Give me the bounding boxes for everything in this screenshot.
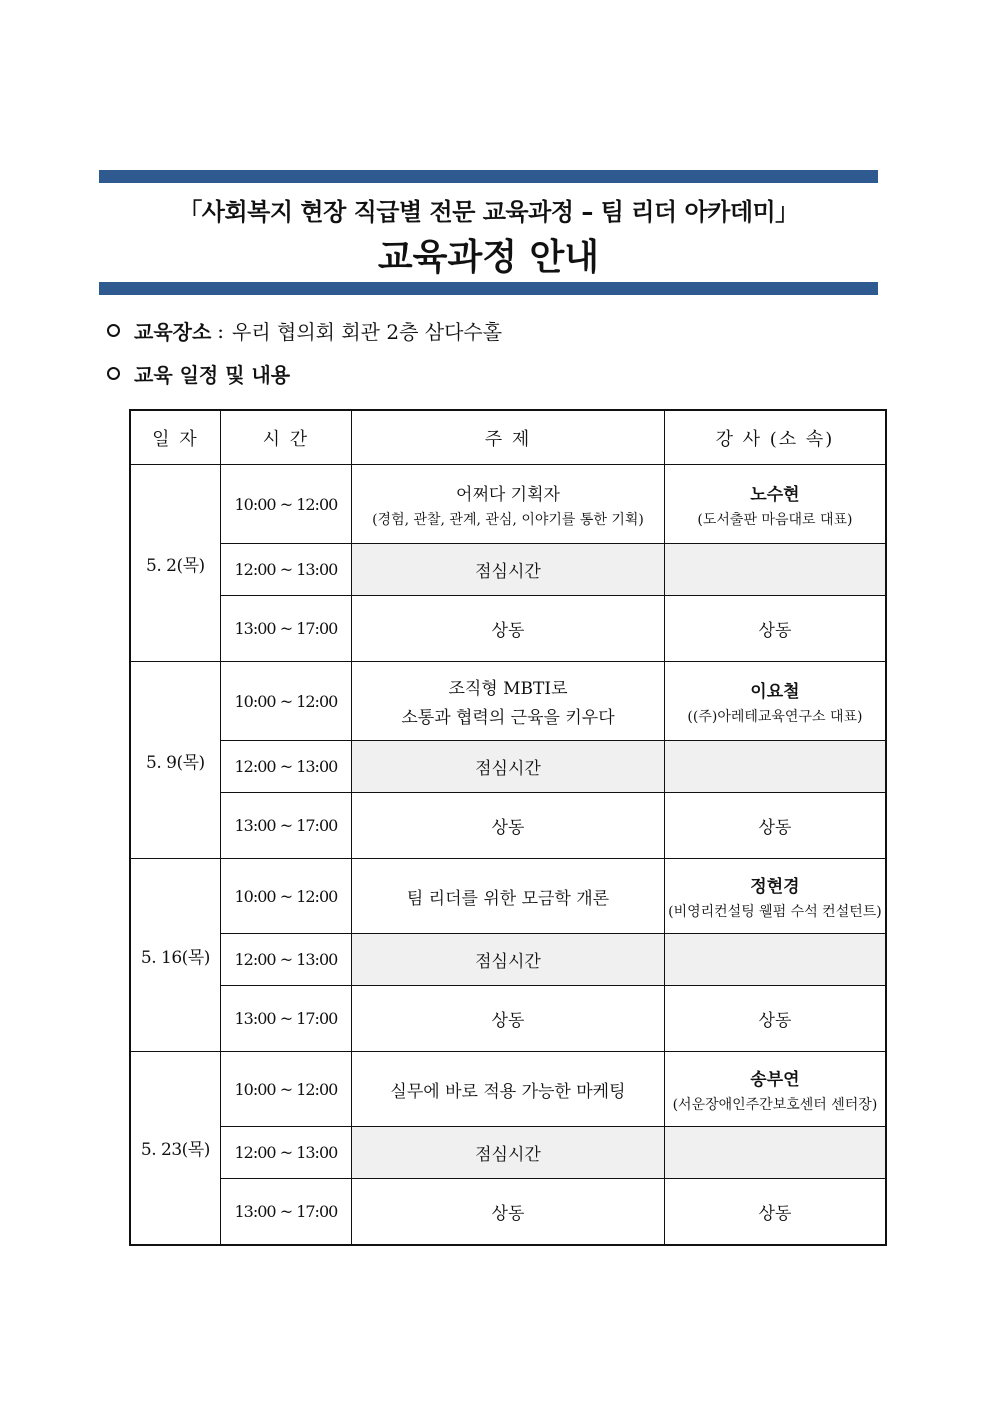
header-time: 시 간 [220,410,351,465]
table-row [130,741,886,793]
lecturer-affiliation: ((주)아레테교육연구소 대표) [687,708,863,725]
lecturer-cell [664,465,886,544]
venue-label: 교육장소 [134,320,212,344]
lecturer-cell: 상동 [664,986,886,1052]
schedule-table [129,409,887,1246]
date-cell: 5. 23(목) [130,1052,220,1245]
table-row [130,859,886,934]
topic-cell: 상동 [352,596,665,662]
table-row [130,544,886,596]
venue-line [107,316,502,345]
table-row [130,465,886,544]
time-cell: 12:00 ~ 13:00 [220,1127,351,1179]
lecturer-cell [664,1127,886,1179]
document-subtitle: 교육과정 안내 [377,237,600,278]
topic-text: 조직형 MBTI로 [448,679,568,699]
document-title: 「사회복지 현장 직급별 전문 교육과정 – 팀 리더 아카데미」 [178,198,799,226]
topic-subtext: 소통과 협력의 근육을 키우다 [401,708,615,728]
table-row [130,1179,886,1245]
header-date: 일 자 [130,410,220,465]
table-row [130,1127,886,1179]
lecturer-cell: 상동 [664,793,886,859]
time-cell: 13:00 ~ 17:00 [220,986,351,1052]
lecturer-affiliation: (서운장애인주간보호센터 센터장) [672,1096,878,1113]
time-cell: 13:00 ~ 17:00 [220,1179,351,1245]
topic-cell: 점심시간 [352,741,665,793]
topic-cell: 상동 [352,1179,665,1245]
time-cell: 10:00 ~ 12:00 [220,662,351,741]
header-topic: 주 제 [352,410,665,465]
table-row [130,986,886,1052]
schedule-label: 교육 일정 및 내용 [134,363,291,387]
table-row [130,662,886,741]
table-row [130,934,886,986]
topic-cell: 상동 [352,793,665,859]
lecturer-name: 송부연 [750,1069,800,1090]
lecturer-cell: 상동 [664,1179,886,1245]
table-header-row [130,410,886,465]
date-cell: 5. 9(목) [130,662,220,859]
time-cell: 10:00 ~ 12:00 [220,1052,351,1127]
lecturer-cell [664,1052,886,1127]
time-cell: 13:00 ~ 17:00 [220,793,351,859]
lecturer-name: 노수현 [750,484,800,505]
circle-bullet-icon [107,324,120,337]
time-cell: 12:00 ~ 13:00 [220,741,351,793]
time-cell: 12:00 ~ 13:00 [220,934,351,986]
time-cell: 12:00 ~ 13:00 [220,544,351,596]
time-cell: 10:00 ~ 12:00 [220,465,351,544]
topic-cell: 실무에 바로 적용 가능한 마케팅 [352,1052,665,1127]
lecturer-name: 이요철 [750,681,800,702]
topic-cell: 점심시간 [352,1127,665,1179]
lecturer-cell [664,934,886,986]
header-bottom-bar [99,282,878,295]
lecturer-cell [664,859,886,934]
topic-text: 어쩌다 기획자 [456,484,560,505]
lecturer-cell: 상동 [664,596,886,662]
venue-value: 우리 협의회 회관 2층 삼다수홀 [232,320,503,344]
table-row [130,1052,886,1127]
lecturer-cell [664,544,886,596]
topic-cell [352,662,665,741]
lecturer-cell [664,741,886,793]
date-cell: 5. 16(목) [130,859,220,1052]
venue-separator: : [217,318,225,343]
lecturer-affiliation: (도서출판 마음대로 대표) [697,511,853,528]
topic-cell [352,465,665,544]
table-row [130,596,886,662]
topic-cell: 점심시간 [352,544,665,596]
topic-subtext: (경험, 관찰, 관계, 관심, 이야기를 통한 기획) [372,511,644,528]
lecturer-affiliation: (비영리컨설팅 웰펌 수석 컨설턴트) [668,903,882,920]
date-cell: 5. 2(목) [130,465,220,662]
lecturer-cell [664,662,886,741]
time-cell: 10:00 ~ 12:00 [220,859,351,934]
circle-bullet-icon [107,367,120,380]
time-cell: 13:00 ~ 17:00 [220,596,351,662]
schedule-heading [107,359,290,388]
header-top-bar [99,170,878,183]
topic-cell: 팀 리더를 위한 모금학 개론 [352,859,665,934]
lecturer-name: 정현경 [750,876,800,897]
topic-cell: 점심시간 [352,934,665,986]
table-row [130,793,886,859]
header-lecturer: 강 사 (소 속) [664,410,886,465]
topic-cell: 상동 [352,986,665,1052]
